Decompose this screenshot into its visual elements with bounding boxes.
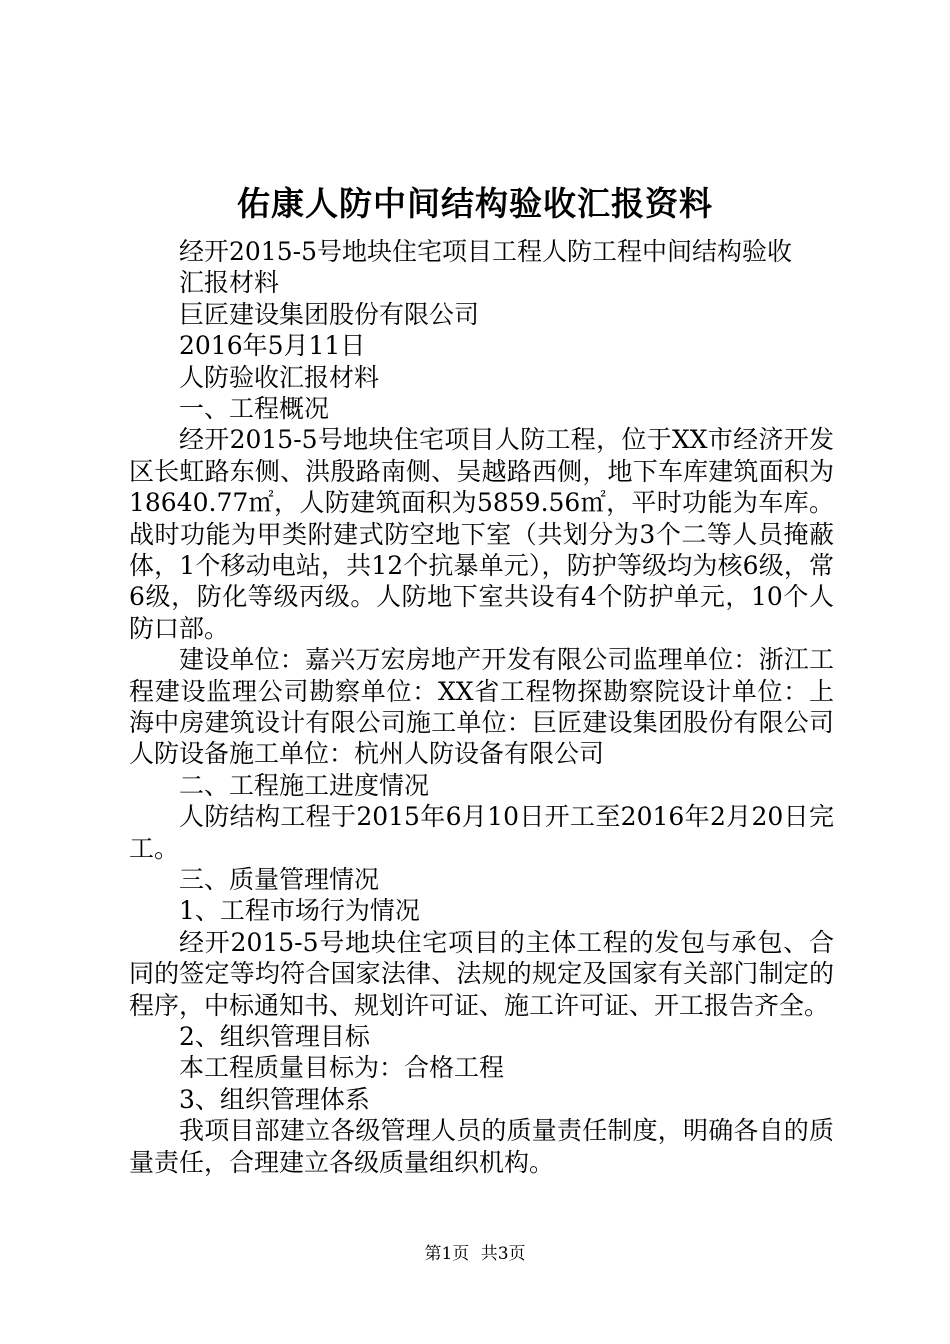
subsection-1-paragraph: 经开2015-5号地块住宅项目的主体工程的发包与承包、合同的签定等均符合国家法律、法规的规定及国家有关部门制定的程序，中标通知书、规划许可证、施工许可证、开工报告齐全。: [129, 927, 834, 1020]
subtitle-line-2: 汇报材料: [179, 268, 280, 298]
subtitle-line-1: 经开2015-5号地块住宅项目工程人防工程中间结构验收: [179, 237, 792, 266]
subsection-3-paragraph: 我项目部建立各级管理人员的质量责任制度，明确各自的质量责任，合理建立各级质量组织机构。: [129, 1116, 834, 1177]
section-1-paragraph-1: 经开2015-5号地块住宅项目人防工程，位于XX市经济开发区长虹路东侧、洪殷路南侧、吴越路西侧，地下车库建筑面积为18640.77㎡，人防建筑面积为5859.56㎡，平时功能为车库。战时功能为甲类附建式防空地下室（共划分为3个二等人员掩蔽体，1个移动电站，共12个抗暴单元），防护等级均为核6级，常6级，防化等级丙级。人防地下室共设有4个防护单元，10个人防口部。: [129, 425, 834, 643]
section-1-paragraph-2: 建设单位：嘉兴万宏房地产开发有限公司监理单位：浙江工程建设监理公司勘察单位：XX省工程物探勘察院设计单位：上海中房建筑设计有限公司施工单位：巨匠建设集团股份有限公司人防设备施工单位：杭州人防设备有限公司: [129, 645, 834, 769]
section-1-heading: 一、工程概况: [179, 393, 330, 423]
report-date: 2016年5月11日: [179, 331, 366, 361]
section-3-heading: 三、质量管理情况: [179, 865, 380, 895]
subsection-3-heading: 3、组织管理体系: [179, 1084, 370, 1114]
subsection-2-heading: 2、组织管理目标: [179, 1022, 370, 1052]
subsection-1-heading: 1、工程市场行为情况: [179, 896, 420, 926]
company-name: 巨匠建设集团股份有限公司: [179, 299, 480, 329]
document-body: [129, 236, 834, 1178]
subsection-2-text: 本工程质量目标为：合格工程: [179, 1053, 505, 1083]
section-2-paragraph: 人防结构工程于2015年6月10日开工至2016年2月20日完工。: [129, 802, 834, 863]
page-footer: [0, 1243, 950, 1265]
page-number-total: 共3页: [480, 1244, 526, 1264]
document-title: 佑康人防中间结构验收汇报资料: [237, 184, 713, 223]
page-number-current: 第1页: [424, 1244, 470, 1264]
section-2-heading: 二、工程施工进度情况: [179, 770, 430, 800]
report-heading: 人防验收汇报材料: [179, 362, 380, 392]
